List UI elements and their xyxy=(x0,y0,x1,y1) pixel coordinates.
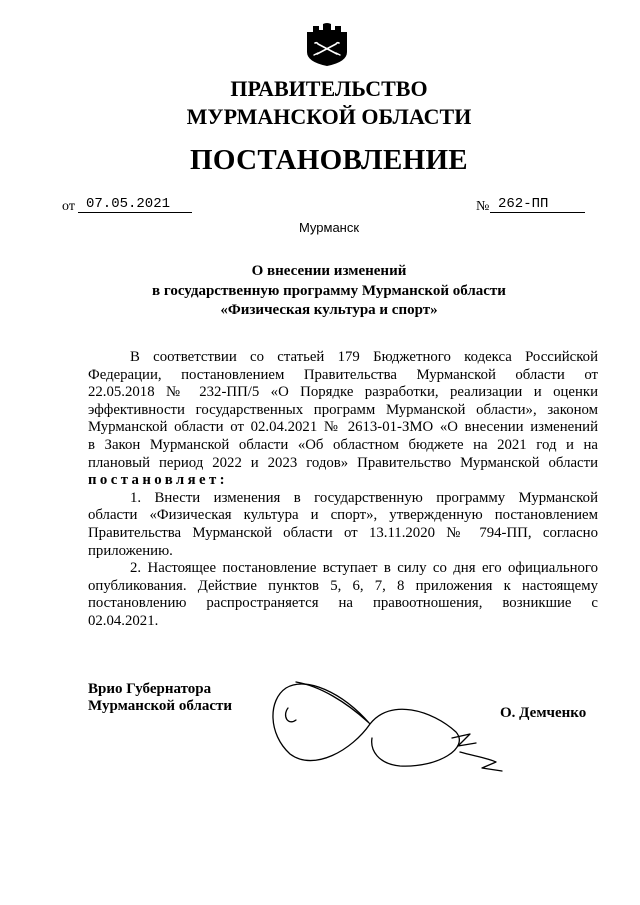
city: Мурманск xyxy=(298,220,360,235)
organization-line-1: ПРАВИТЕЛЬСТВО xyxy=(230,76,428,101)
item-1-line: приложению. xyxy=(88,542,173,559)
item-2-line: 2. Настоящее постановление вступает в силу со дня его официального xyxy=(130,560,598,577)
title-line: О внесении изменений xyxy=(251,263,407,279)
preamble-line: Мурманской области от 02.04.2021 № 2613-01-ЗМО «О внесении изменений xyxy=(88,419,598,436)
document-number: 262-ПП xyxy=(498,196,549,212)
number-underline xyxy=(490,212,585,213)
signatory-position-line: Врио Губернатора xyxy=(88,681,212,697)
title-line: в государственную программу Мурманской области xyxy=(152,282,506,299)
organization-line-2: МУРМАНСКОЙ ОБЛАСТИ xyxy=(186,104,472,129)
preamble-line: 22.05.2018 № 232-ПП/5 «О Порядке разработки, реализации и оценки xyxy=(88,384,598,401)
organization-name xyxy=(129,75,529,131)
number-prefix: № xyxy=(476,199,490,214)
handwritten-signature-icon xyxy=(260,668,510,780)
body-text xyxy=(88,349,598,631)
item-1-line: Правительства Мурманской области от 13.11.2020 № 794-ПП, согласно xyxy=(88,524,598,541)
preamble-line: В соответствии со статьей 179 Бюджетного кодекса Российской xyxy=(130,349,598,365)
document-type: ПОСТАНОВЛЕНИЕ xyxy=(190,144,468,176)
item-2-line: постановлению распространяется на правоотношения, возникшие с xyxy=(88,595,598,612)
item-1-line: области «Физическая культура и спорт», утвержденную постановлением xyxy=(88,507,598,524)
coat-of-arms-icon xyxy=(304,22,350,66)
signatory-position xyxy=(88,681,232,715)
item-1-line: 1. Внести изменения в государственную программу Мурманской xyxy=(130,489,598,506)
signatory-name: О. Демченко xyxy=(500,705,587,721)
preamble-line: эффективности государственных программ Мурманской области», законом xyxy=(88,401,598,418)
preamble-line: в Закон Мурманской области «Об областном бюджете на 2021 год и на xyxy=(88,436,598,453)
item-2-line: 02.04.2021. xyxy=(88,612,159,629)
date-underline xyxy=(78,212,192,213)
preamble-line: плановый период 2022 и 2023 годов» Правительство Мурманской области xyxy=(88,454,598,471)
document-title xyxy=(130,262,528,321)
document-date: 07.05.2021 xyxy=(86,196,171,212)
resolve-word: постановляет: xyxy=(88,472,228,489)
date-prefix: от xyxy=(62,199,75,214)
signatory-position-line: Мурманской области xyxy=(88,698,233,714)
item-2-line: опубликования. Действие пунктов 5, 6, 7, 8 приложения к настоящему xyxy=(88,577,598,594)
title-line: «Физическая культура и спорт» xyxy=(220,302,438,318)
preamble-line: Федерации, постановлением Правительства Мурманской области от xyxy=(88,366,598,383)
